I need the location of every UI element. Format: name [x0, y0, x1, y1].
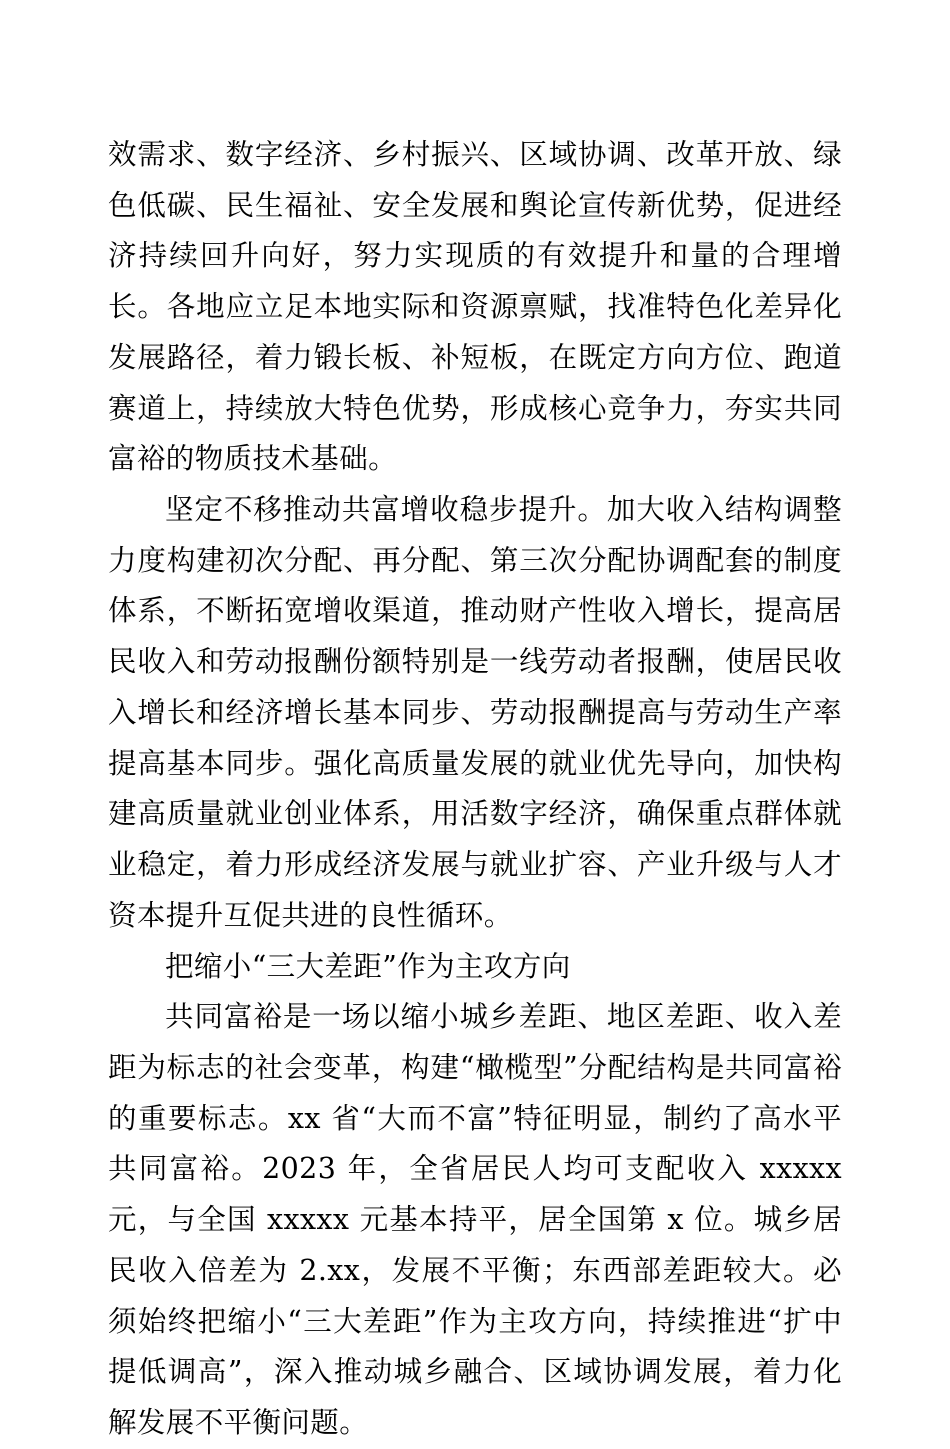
- paragraph-1: 效需求、数字经济、乡村振兴、区域协调、改革开放、绿色低碳、民生福祉、安全发展和舆论宣传新优势，促进经济持续回升向好，努力实现质的有效提升和量的合理增长。各地应立足本地实际和资源禀赋，找准特色化差异化发展路径，着力锻长板、补短板，在既定方向方位、跑道赛道上，持续放大特色优势，形成核心竞争力，夯实共同富裕的物质技术基础。: [108, 138, 842, 476]
- paragraph-3: 共同富裕是一场以缩小城乡差距、地区差距、收入差距为标志的社会变革，构建“橄榄型”分配结构是共同富裕的重要标志。xx 省“大而不富”特征明显，制约了高水平共同富裕。2023 年，全省居民人均可支配收入 xxxxx 元，与全国 xxxxx 元基本持平，居全国第 x 位。城乡居民收入倍差为 2.xx，发展不平衡；东西部差距较大。必须始终把缩小“三大差距”作为主攻方向，持续推进“扩中提低调高”，深入推动城乡融合、区域协调发展，着力化解发展不平衡问题。: [108, 1000, 842, 1439]
- section-heading: 把缩小“三大差距”作为主攻方向: [165, 949, 571, 983]
- paragraph-2: 坚定不移推动共富增收稳步提升。加大收入结构调整力度构建初次分配、再分配、第三次分配协调配套的制度体系，不断拓宽增收渠道，推动财产性收入增长，提高居民收入和劳动报酬份额特别是一线劳动者报酬，使居民收入增长和经济增长基本同步、劳动报酬提高与劳动生产率提高基本同步。强化高质量发展的就业优先导向，加快构建高质量就业创业体系，用活数字经济，确保重点群体就业稳定，着力形成经济发展与就业扩容、产业升级与人才资本提升互促共进的良性循环。: [108, 493, 842, 932]
- document-body: [108, 130, 842, 1449]
